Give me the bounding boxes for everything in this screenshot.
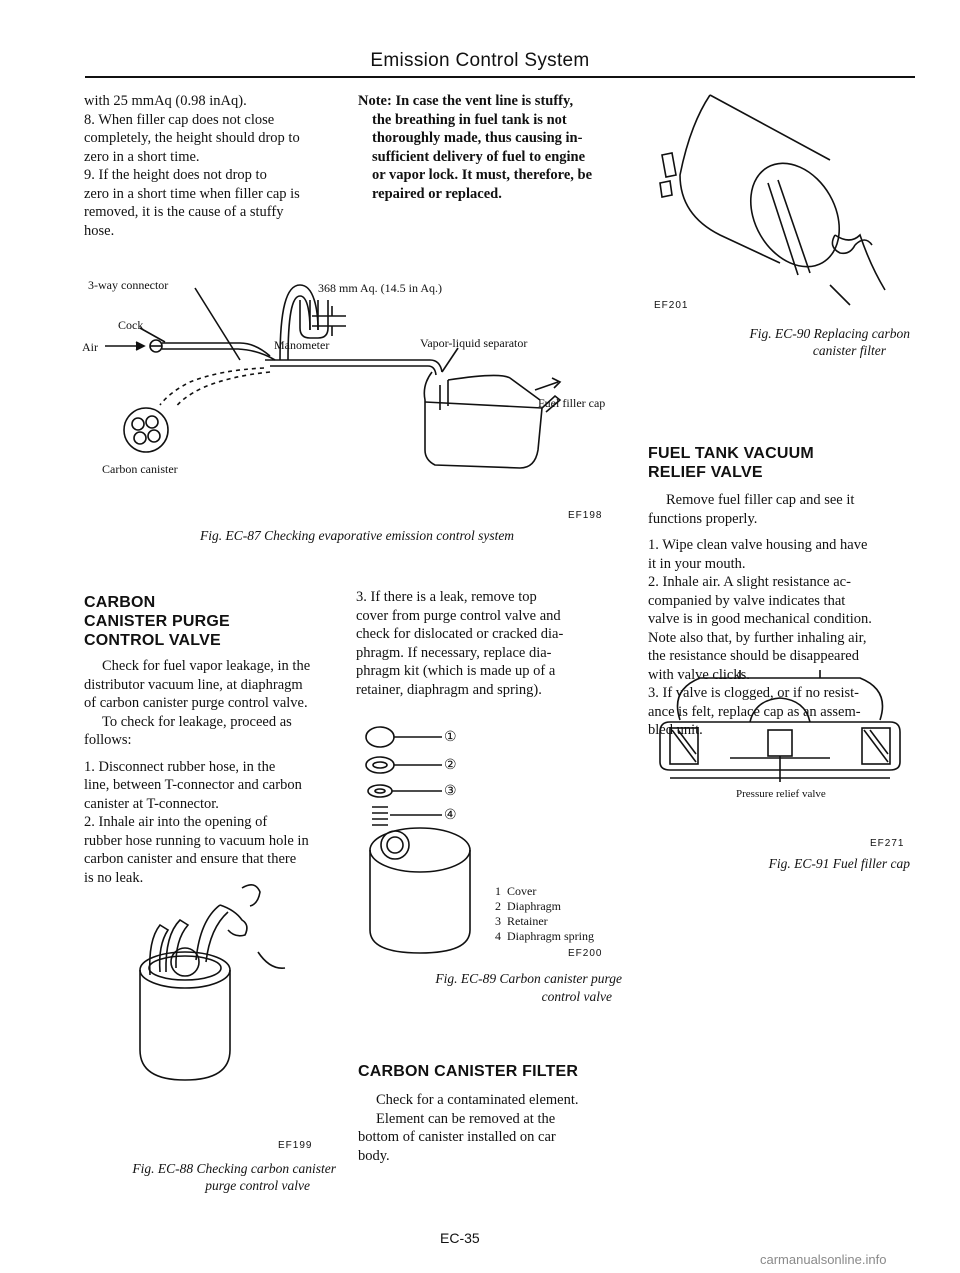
fig88-caption-l2: purge control valve (205, 1178, 310, 1193)
step3-text (356, 588, 622, 699)
text-line: carbon canister and ensure that there (84, 851, 297, 867)
text-line: Note also that, by further inhaling air, (648, 629, 867, 646)
section-title-line: CANISTER PURGE (84, 613, 230, 630)
label-pressure: 368 mm Aq. (14.5 in Aq.) (318, 281, 443, 295)
text-line: functions properly. (648, 510, 758, 527)
section-title-purge (84, 593, 230, 650)
text-line: it in your mouth. (648, 555, 746, 572)
fig91-caption: Fig. EC-91 Fuel filler cap (768, 856, 910, 871)
text-line: canister at T-connector. (84, 795, 219, 812)
fig89-callout-2: ② (444, 758, 457, 773)
text-line: rubber hose running to vacuum hole in (84, 832, 309, 849)
text-line: completely, the height should drop to (84, 130, 300, 146)
text-line: bottom of canister installed on car (358, 1129, 556, 1145)
part-item (495, 914, 594, 929)
text-line: 3. If there is a leak, remove top (356, 589, 537, 605)
col1-top-text (84, 92, 336, 240)
text-line: zero in a short time when filler cap is (84, 185, 300, 202)
text-line: zero in a short time. (84, 148, 200, 165)
text-line: of carbon canister purge control valve. (84, 695, 308, 711)
text-line: 8. When filler cap does not close (84, 111, 275, 128)
text-line: companied by valve indicates that (648, 592, 846, 609)
text-line: Remove fuel filler cap and see it (666, 492, 855, 508)
section-title-line: RELIEF VALVE (648, 464, 763, 481)
section-title-vacuum (648, 444, 814, 482)
part-num: 3 (495, 914, 501, 928)
fig91-label: Pressure relief valve (736, 788, 826, 800)
fig90-caption-l2: canister filter (812, 343, 886, 358)
text-line: is no leak. (84, 869, 144, 886)
part-num: 1 (495, 884, 501, 898)
part-num: 4 (495, 929, 501, 943)
text-line (84, 750, 336, 758)
fig89-parts-list (495, 884, 594, 944)
fig88-illustration (110, 880, 300, 1080)
label-canister: Carbon canister (102, 462, 178, 476)
text-line: with 25 mmAq (0.98 inAq). (84, 93, 247, 109)
text-line: hose. (84, 222, 115, 239)
label-3way: 3-way connector (88, 278, 169, 292)
text-line: 1. Wipe clean valve housing and have (648, 537, 868, 553)
label-air: Air (82, 340, 98, 354)
fig89-caption-l1: Fig. EC-89 Carbon canister purge (435, 971, 622, 986)
fig89-callout-3: ③ (444, 784, 457, 799)
part-item (495, 899, 594, 914)
label-manometer: Manometer (274, 338, 330, 352)
text-line: 2. Inhale air. A slight resistance ac- (648, 574, 851, 590)
text-line: bled unit. (648, 722, 703, 738)
filter-text (358, 1091, 622, 1165)
text-line: the breathing in fuel tank is not (372, 111, 567, 128)
fig90-caption-l1: Fig. EC-90 Replacing carbon (749, 326, 910, 341)
fig90-code: EF201 (654, 300, 689, 311)
fig91-illustration (660, 670, 900, 780)
part-name: Diaphragm spring (507, 929, 594, 943)
part-item (495, 884, 594, 899)
label-filler-cap: Fuel filler cap (538, 396, 606, 410)
text-line: cover from purge control valve and (356, 607, 561, 624)
fig90-illustration (650, 85, 910, 305)
text-line: Element can be removed at the (376, 1110, 556, 1127)
text-line: 1. Disconnect rubber hose, in the (84, 758, 276, 775)
part-name: Retainer (507, 914, 548, 928)
text-line: 3. If valve is clogged, or if no resist- (648, 685, 860, 701)
text-line: thoroughly made, thus causing in- (372, 130, 583, 146)
fig88-code: EF199 (278, 1140, 313, 1151)
note-text (358, 92, 622, 203)
section-title-line: CARBON (84, 594, 156, 611)
purge-text (84, 657, 336, 887)
part-name: Cover (507, 884, 537, 898)
text-line: distributor vacuum line, at diaphragm (84, 676, 303, 693)
part-item (495, 929, 594, 944)
label-cock: Cock (118, 318, 144, 332)
text-line: Note: In case the vent line is stuffy, (358, 93, 574, 109)
fig89-code: EF200 (568, 948, 603, 959)
text-line: body. (358, 1147, 390, 1164)
part-num: 2 (495, 899, 501, 913)
text-line: the resistance should be disappeared (648, 648, 859, 664)
text-line: follows: (84, 732, 132, 748)
page-number: EC-35 (440, 1230, 480, 1246)
text-line: 9. If the height does not drop to (84, 167, 267, 183)
text-line: To check for leakage, proceed as (102, 713, 292, 730)
fig89-caption-l2: control valve (541, 989, 612, 1004)
fig87-caption: Fig. EC-87 Checking evaporative emission control system (200, 528, 515, 543)
fig89-callout-1: ① (444, 730, 457, 745)
text-line: or vapor lock. It must, therefore, be (372, 167, 593, 183)
text-line: repaired or replaced. (372, 185, 502, 202)
section-title-line: CONTROL VALVE (84, 632, 221, 649)
section-title-line: FUEL TANK VACUUM (648, 445, 814, 462)
section-title-filter: CARBON CANISTER FILTER (358, 1063, 579, 1080)
text-line: phragm. If necessary, replace dia- (356, 644, 552, 661)
text-line: phragm kit (which is made up of a (356, 663, 556, 679)
label-separator: Vapor-liquid separator (420, 336, 528, 350)
fig88-caption-l1: Fig. EC-88 Checking carbon canister (132, 1161, 336, 1176)
text-line: Check for fuel vapor leakage, in the (102, 658, 311, 674)
text-line: sufficient delivery of fuel to engine (372, 148, 586, 165)
watermark-text: carmanualsonline.info (760, 1252, 887, 1267)
fig91-code: EF271 (870, 838, 905, 849)
fig87-code: EF198 (568, 510, 603, 521)
text-line: ance is felt, replace cap as an assem- (648, 703, 861, 720)
text-line: 2. Inhale air into the opening of (84, 814, 268, 830)
text-line: retainer, diaphragm and spring). (356, 681, 542, 698)
header-rule (85, 76, 915, 78)
text-line: line, between T-connector and carbon (84, 777, 302, 793)
text-line: check for dislocated or cracked dia- (356, 626, 564, 642)
text-line: valve is in good mechanical condition. (648, 611, 872, 627)
part-name: Diaphragm (507, 899, 561, 913)
text-line: with valve clicks. (648, 666, 750, 683)
fig87-diagram (80, 260, 640, 520)
fig89-callout-4: ④ (444, 808, 457, 823)
text-line (648, 528, 910, 536)
page-header: Emission Control System (370, 50, 590, 71)
text-line: removed, it is the cause of a stuffy (84, 204, 284, 220)
text-line: Check for a contaminated element. (376, 1092, 579, 1108)
